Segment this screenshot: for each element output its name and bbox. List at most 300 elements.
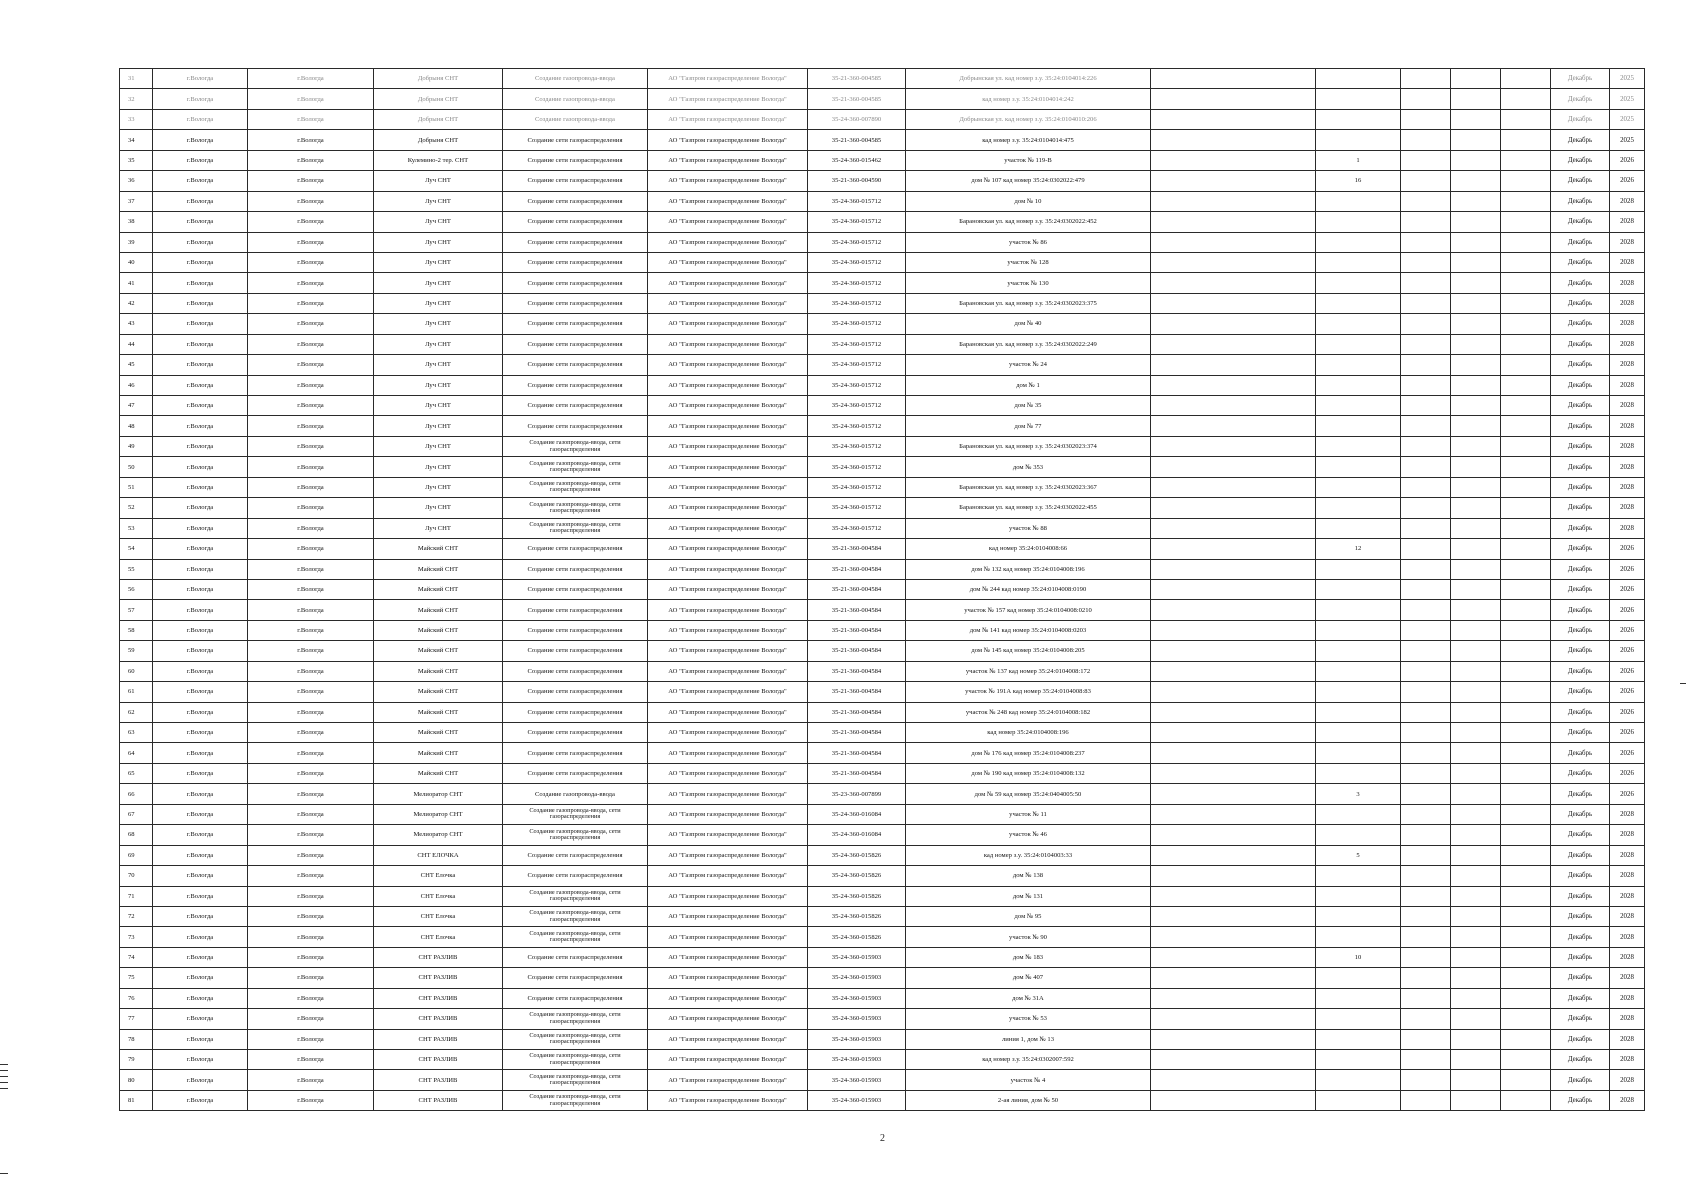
address-cell: кад номер з.у. 35:24:0104014:475 — [906, 130, 1151, 150]
month-cell: Декабрь — [1551, 1009, 1610, 1029]
table-row — [120, 682, 1645, 702]
object-code-cell: 35-21-360-004584 — [808, 579, 906, 599]
work-type-cell: Создание газопровода-ввода — [503, 69, 648, 89]
settlement-cell: г.Вологда — [248, 252, 374, 272]
empty-cell — [1401, 416, 1451, 436]
row-number: 50 — [120, 457, 153, 477]
organization-cell: СНТ ЕЛОЧКА — [374, 845, 503, 865]
empty-cell — [1401, 396, 1451, 416]
count-cell — [1316, 1029, 1401, 1049]
executor-cell: АО "Газпром газораспределение Вологда" — [648, 825, 808, 845]
object-code-cell: 35-24-360-016084 — [808, 825, 906, 845]
year-cell: 2028 — [1610, 518, 1645, 538]
row-number: 79 — [120, 1050, 153, 1070]
row-number: 60 — [120, 661, 153, 681]
count-cell — [1316, 273, 1401, 293]
work-type-cell: Создание сети газораспределения — [503, 559, 648, 579]
organization-cell: Майский СНТ — [374, 743, 503, 763]
empty-cell — [1151, 314, 1316, 334]
table-row — [120, 947, 1645, 967]
work-type-cell: Создание сети газораспределения — [503, 579, 648, 599]
table-row — [120, 906, 1645, 926]
row-number: 62 — [120, 702, 153, 722]
table-row — [120, 988, 1645, 1008]
settlement-cell: г.Вологда — [248, 314, 374, 334]
object-code-cell: 35-21-360-004584 — [808, 559, 906, 579]
row-number: 75 — [120, 968, 153, 988]
settlement-cell: г.Вологда — [248, 1009, 374, 1029]
empty-cell — [1401, 436, 1451, 456]
empty-cell — [1451, 273, 1501, 293]
executor-cell: АО "Газпром газораспределение Вологда" — [648, 130, 808, 150]
table-row — [120, 539, 1645, 559]
organization-cell: Луч СНТ — [374, 518, 503, 538]
count-cell: 12 — [1316, 539, 1401, 559]
work-type-cell: Создание сети газораспределения — [503, 600, 648, 620]
row-number: 54 — [120, 539, 153, 559]
empty-cell — [1401, 988, 1451, 1008]
row-number: 68 — [120, 825, 153, 845]
object-code-cell: 35-21-360-004590 — [808, 171, 906, 191]
work-type-cell: Создание газопровода-ввода, сети газораспределения — [503, 886, 648, 906]
table-row — [120, 191, 1645, 211]
count-cell: 1 — [1316, 150, 1401, 170]
city-cell: г.Вологда — [153, 416, 248, 436]
organization-cell: СНТ Елочка — [374, 927, 503, 947]
settlement-cell: г.Вологда — [248, 600, 374, 620]
count-cell — [1316, 866, 1401, 886]
object-code-cell: 35-24-360-015826 — [808, 927, 906, 947]
month-cell: Декабрь — [1551, 702, 1610, 722]
address-cell: дом № 141 кад номер 35:24:0104008:0203 — [906, 620, 1151, 640]
empty-cell — [1451, 212, 1501, 232]
organization-cell: Майский СНТ — [374, 682, 503, 702]
month-cell: Декабрь — [1551, 293, 1610, 313]
month-cell: Декабрь — [1551, 968, 1610, 988]
empty-cell — [1151, 1070, 1316, 1090]
work-type-cell: Создание газопровода-ввода, сети газораспределения — [503, 1090, 648, 1110]
address-cell: линия 1, дом № 13 — [906, 1029, 1151, 1049]
work-type-cell: Создание сети газораспределения — [503, 252, 648, 272]
empty-cell — [1501, 784, 1551, 804]
empty-cell — [1501, 661, 1551, 681]
table-row — [120, 559, 1645, 579]
settlement-cell: г.Вологда — [248, 191, 374, 211]
address-cell: участок № 11 — [906, 804, 1151, 824]
empty-cell — [1401, 804, 1451, 824]
organization-cell: СНТ Елочка — [374, 866, 503, 886]
count-cell — [1316, 661, 1401, 681]
address-cell: участок № 53 — [906, 1009, 1151, 1029]
month-cell: Декабрь — [1551, 150, 1610, 170]
empty-cell — [1451, 314, 1501, 334]
city-cell: г.Вологда — [153, 866, 248, 886]
empty-cell — [1501, 457, 1551, 477]
empty-cell — [1151, 212, 1316, 232]
empty-cell — [1501, 927, 1551, 947]
executor-cell: АО "Газпром газораспределение Вологда" — [648, 886, 808, 906]
row-number: 67 — [120, 804, 153, 824]
year-cell: 2028 — [1610, 1090, 1645, 1110]
year-cell: 2028 — [1610, 845, 1645, 865]
year-cell: 2028 — [1610, 416, 1645, 436]
empty-cell — [1401, 314, 1451, 334]
executor-cell: АО "Газпром газораспределение Вологда" — [648, 477, 808, 497]
empty-cell — [1401, 273, 1451, 293]
empty-cell — [1451, 784, 1501, 804]
empty-cell — [1451, 968, 1501, 988]
empty-cell — [1401, 661, 1451, 681]
row-number: 38 — [120, 212, 153, 232]
year-cell: 2026 — [1610, 661, 1645, 681]
settlement-cell: г.Вологда — [248, 804, 374, 824]
object-code-cell: 35-24-360-015903 — [808, 1009, 906, 1029]
object-code-cell: 35-24-360-015826 — [808, 906, 906, 926]
object-code-cell: 35-24-360-015712 — [808, 518, 906, 538]
executor-cell: АО "Газпром газораспределение Вологда" — [648, 355, 808, 375]
organization-cell: СНТ РАЗЛИВ — [374, 988, 503, 1008]
scan-edge-mark — [1680, 683, 1686, 684]
address-cell: Добрынская ул. кад номер з.у. 35:24:0104014:226 — [906, 69, 1151, 89]
empty-cell — [1151, 355, 1316, 375]
empty-cell — [1501, 825, 1551, 845]
settlement-cell: г.Вологда — [248, 702, 374, 722]
empty-cell — [1151, 1090, 1316, 1110]
empty-cell — [1151, 723, 1316, 743]
empty-cell — [1151, 988, 1316, 1008]
executor-cell: АО "Газпром газораспределение Вологда" — [648, 171, 808, 191]
work-type-cell: Создание газопровода-ввода — [503, 109, 648, 129]
empty-cell — [1451, 191, 1501, 211]
empty-cell — [1501, 682, 1551, 702]
month-cell: Декабрь — [1551, 252, 1610, 272]
year-cell: 2028 — [1610, 436, 1645, 456]
month-cell: Декабрь — [1551, 886, 1610, 906]
year-cell: 2026 — [1610, 559, 1645, 579]
count-cell — [1316, 743, 1401, 763]
row-number: 80 — [120, 1070, 153, 1090]
work-type-cell: Создание газопровода-ввода, сети газораспределения — [503, 457, 648, 477]
settlement-cell: г.Вологда — [248, 109, 374, 129]
work-type-cell: Создание газопровода-ввода, сети газораспределения — [503, 906, 648, 926]
count-cell: 16 — [1316, 171, 1401, 191]
empty-cell — [1501, 355, 1551, 375]
year-cell: 2028 — [1610, 252, 1645, 272]
empty-cell — [1451, 886, 1501, 906]
organization-cell: Луч СНТ — [374, 457, 503, 477]
table-row — [120, 723, 1645, 743]
object-code-cell: 35-24-360-015712 — [808, 375, 906, 395]
settlement-cell: г.Вологда — [248, 498, 374, 518]
empty-cell — [1151, 293, 1316, 313]
object-code-cell: 35-24-360-015462 — [808, 150, 906, 170]
empty-cell — [1401, 763, 1451, 783]
row-number: 40 — [120, 252, 153, 272]
settlement-cell: г.Вологда — [248, 579, 374, 599]
count-cell — [1316, 1009, 1401, 1029]
empty-cell — [1451, 171, 1501, 191]
address-cell: участок № 157 кад номер 35:24:0104008:0210 — [906, 600, 1151, 620]
settlement-cell: г.Вологда — [248, 1090, 374, 1110]
schedule-table — [119, 68, 1645, 1111]
month-cell: Декабрь — [1551, 396, 1610, 416]
work-type-cell: Создание сети газораспределения — [503, 416, 648, 436]
count-cell — [1316, 906, 1401, 926]
work-type-cell: Создание сети газораспределения — [503, 334, 648, 354]
organization-cell: Луч СНТ — [374, 273, 503, 293]
month-cell: Декабрь — [1551, 988, 1610, 1008]
month-cell: Декабрь — [1551, 314, 1610, 334]
organization-cell: Майский СНТ — [374, 620, 503, 640]
empty-cell — [1501, 968, 1551, 988]
executor-cell: АО "Газпром газораспределение Вологда" — [648, 150, 808, 170]
empty-cell — [1451, 457, 1501, 477]
empty-cell — [1451, 579, 1501, 599]
settlement-cell: г.Вологда — [248, 641, 374, 661]
address-cell: дом № 107 кад номер 35:24:0302022:479 — [906, 171, 1151, 191]
table-row — [120, 109, 1645, 129]
city-cell: г.Вологда — [153, 293, 248, 313]
executor-cell: АО "Газпром газораспределение Вологда" — [648, 396, 808, 416]
row-number: 66 — [120, 784, 153, 804]
city-cell: г.Вологда — [153, 845, 248, 865]
address-cell: дом № 145 кад номер 35:24:0104008:205 — [906, 641, 1151, 661]
work-type-cell: Создание сети газораспределения — [503, 191, 648, 211]
empty-cell — [1151, 150, 1316, 170]
work-type-cell: Создание газопровода-ввода — [503, 89, 648, 109]
row-number: 52 — [120, 498, 153, 518]
year-cell: 2028 — [1610, 355, 1645, 375]
work-type-cell: Создание газопровода-ввода — [503, 784, 648, 804]
executor-cell: АО "Газпром газораспределение Вологда" — [648, 743, 808, 763]
executor-cell: АО "Газпром газораспределение Вологда" — [648, 232, 808, 252]
table-row — [120, 498, 1645, 518]
work-type-cell: Создание газопровода-ввода, сети газораспределения — [503, 927, 648, 947]
settlement-cell: г.Вологда — [248, 518, 374, 538]
object-code-cell: 35-24-360-015903 — [808, 1029, 906, 1049]
empty-cell — [1451, 743, 1501, 763]
settlement-cell: г.Вологда — [248, 947, 374, 967]
empty-cell — [1501, 723, 1551, 743]
empty-cell — [1451, 763, 1501, 783]
city-cell: г.Вологда — [153, 436, 248, 456]
executor-cell: АО "Газпром газораспределение Вологда" — [648, 334, 808, 354]
month-cell: Декабрь — [1551, 477, 1610, 497]
empty-cell — [1501, 1090, 1551, 1110]
count-cell — [1316, 988, 1401, 1008]
empty-cell — [1451, 436, 1501, 456]
object-code-cell: 35-21-360-004584 — [808, 743, 906, 763]
settlement-cell: г.Вологда — [248, 968, 374, 988]
organization-cell: Добрыня СНТ — [374, 130, 503, 150]
table-row — [120, 232, 1645, 252]
year-cell: 2028 — [1610, 314, 1645, 334]
object-code-cell: 35-24-360-007890 — [808, 109, 906, 129]
organization-cell: Луч СНТ — [374, 375, 503, 395]
empty-cell — [1501, 906, 1551, 926]
table-row — [120, 89, 1645, 109]
table-row — [120, 69, 1645, 89]
month-cell: Декабрь — [1551, 784, 1610, 804]
city-cell: г.Вологда — [153, 1050, 248, 1070]
empty-cell — [1501, 804, 1551, 824]
empty-cell — [1451, 150, 1501, 170]
work-type-cell: Создание газопровода-ввода, сети газораспределения — [503, 477, 648, 497]
count-cell — [1316, 375, 1401, 395]
object-code-cell: 35-24-360-015903 — [808, 1090, 906, 1110]
empty-cell — [1451, 69, 1501, 89]
work-type-cell: Создание сети газораспределения — [503, 661, 648, 681]
month-cell: Декабрь — [1551, 579, 1610, 599]
month-cell: Декабрь — [1551, 620, 1610, 640]
count-cell: 3 — [1316, 784, 1401, 804]
month-cell: Декабрь — [1551, 232, 1610, 252]
count-cell — [1316, 416, 1401, 436]
settlement-cell: г.Вологда — [248, 886, 374, 906]
organization-cell: СНТ РАЗЛИВ — [374, 1009, 503, 1029]
empty-cell — [1501, 191, 1551, 211]
year-cell: 2025 — [1610, 130, 1645, 150]
count-cell — [1316, 763, 1401, 783]
empty-cell — [1151, 682, 1316, 702]
row-number: 53 — [120, 518, 153, 538]
row-number: 51 — [120, 477, 153, 497]
city-cell: г.Вологда — [153, 661, 248, 681]
row-number: 71 — [120, 886, 153, 906]
empty-cell — [1501, 600, 1551, 620]
empty-cell — [1451, 845, 1501, 865]
empty-cell — [1501, 1029, 1551, 1049]
empty-cell — [1401, 927, 1451, 947]
city-cell: г.Вологда — [153, 518, 248, 538]
count-cell — [1316, 620, 1401, 640]
settlement-cell: г.Вологда — [248, 927, 374, 947]
count-cell — [1316, 804, 1401, 824]
month-cell: Декабрь — [1551, 763, 1610, 783]
empty-cell — [1151, 436, 1316, 456]
empty-cell — [1501, 498, 1551, 518]
settlement-cell: г.Вологда — [248, 620, 374, 640]
scan-edge-mark — [0, 1064, 8, 1065]
month-cell: Декабрь — [1551, 498, 1610, 518]
empty-cell — [1501, 334, 1551, 354]
count-cell — [1316, 1050, 1401, 1070]
work-type-cell: Создание газопровода-ввода, сети газораспределения — [503, 1050, 648, 1070]
empty-cell — [1501, 559, 1551, 579]
empty-cell — [1451, 1070, 1501, 1090]
empty-cell — [1451, 252, 1501, 272]
row-number: 74 — [120, 947, 153, 967]
empty-cell — [1151, 539, 1316, 559]
empty-cell — [1501, 845, 1551, 865]
work-type-cell: Создание сети газораспределения — [503, 743, 648, 763]
table-row — [120, 661, 1645, 681]
work-type-cell: Создание газопровода-ввода, сети газораспределения — [503, 825, 648, 845]
month-cell: Декабрь — [1551, 947, 1610, 967]
year-cell: 2026 — [1610, 682, 1645, 702]
count-cell — [1316, 1090, 1401, 1110]
organization-cell: СНТ Елочка — [374, 906, 503, 926]
executor-cell: АО "Газпром газораспределение Вологда" — [648, 906, 808, 926]
organization-cell: Мелиоратор СНТ — [374, 784, 503, 804]
month-cell: Декабрь — [1551, 334, 1610, 354]
scan-edge-mark — [0, 1173, 8, 1174]
organization-cell: Луч СНТ — [374, 191, 503, 211]
table-row — [120, 1070, 1645, 1090]
count-cell — [1316, 436, 1401, 456]
count-cell — [1316, 682, 1401, 702]
empty-cell — [1501, 886, 1551, 906]
year-cell: 2028 — [1610, 988, 1645, 1008]
empty-cell — [1451, 355, 1501, 375]
row-number: 65 — [120, 763, 153, 783]
empty-cell — [1501, 232, 1551, 252]
object-code-cell: 35-23-360-007899 — [808, 784, 906, 804]
table-row — [120, 293, 1645, 313]
city-cell: г.Вологда — [153, 130, 248, 150]
address-cell: участок № 88 — [906, 518, 1151, 538]
empty-cell — [1401, 906, 1451, 926]
organization-cell: Майский СНТ — [374, 702, 503, 722]
count-cell — [1316, 927, 1401, 947]
empty-cell — [1501, 252, 1551, 272]
row-number: 42 — [120, 293, 153, 313]
city-cell: г.Вологда — [153, 212, 248, 232]
work-type-cell: Создание газопровода-ввода, сети газораспределения — [503, 1070, 648, 1090]
empty-cell — [1451, 620, 1501, 640]
empty-cell — [1401, 968, 1451, 988]
organization-cell: СНТ РАЗЛИВ — [374, 1050, 503, 1070]
row-number: 59 — [120, 641, 153, 661]
empty-cell — [1151, 109, 1316, 129]
empty-cell — [1451, 947, 1501, 967]
month-cell: Декабрь — [1551, 743, 1610, 763]
empty-cell — [1401, 518, 1451, 538]
empty-cell — [1151, 130, 1316, 150]
empty-cell — [1151, 825, 1316, 845]
city-cell: г.Вологда — [153, 906, 248, 926]
count-cell — [1316, 457, 1401, 477]
year-cell: 2026 — [1610, 620, 1645, 640]
city-cell: г.Вологда — [153, 804, 248, 824]
empty-cell — [1401, 1070, 1451, 1090]
city-cell: г.Вологда — [153, 375, 248, 395]
year-cell: 2028 — [1610, 1050, 1645, 1070]
empty-cell — [1401, 293, 1451, 313]
empty-cell — [1151, 518, 1316, 538]
row-number: 69 — [120, 845, 153, 865]
empty-cell — [1451, 804, 1501, 824]
settlement-cell: г.Вологда — [248, 559, 374, 579]
year-cell: 2028 — [1610, 396, 1645, 416]
empty-cell — [1401, 232, 1451, 252]
empty-cell — [1501, 171, 1551, 191]
table-row — [120, 416, 1645, 436]
table-row — [120, 743, 1645, 763]
executor-cell: АО "Газпром газораспределение Вологда" — [648, 314, 808, 334]
row-number: 48 — [120, 416, 153, 436]
executor-cell: АО "Газпром газораспределение Вологда" — [648, 988, 808, 1008]
empty-cell — [1401, 1050, 1451, 1070]
work-type-cell: Создание сети газораспределения — [503, 702, 648, 722]
month-cell: Декабрь — [1551, 927, 1610, 947]
organization-cell: Луч СНТ — [374, 171, 503, 191]
executor-cell: АО "Газпром газораспределение Вологда" — [648, 109, 808, 129]
empty-cell — [1501, 620, 1551, 640]
address-cell: кад номер з.у. 35:24:0104003:33 — [906, 845, 1151, 865]
table-row — [120, 457, 1645, 477]
year-cell: 2026 — [1610, 641, 1645, 661]
